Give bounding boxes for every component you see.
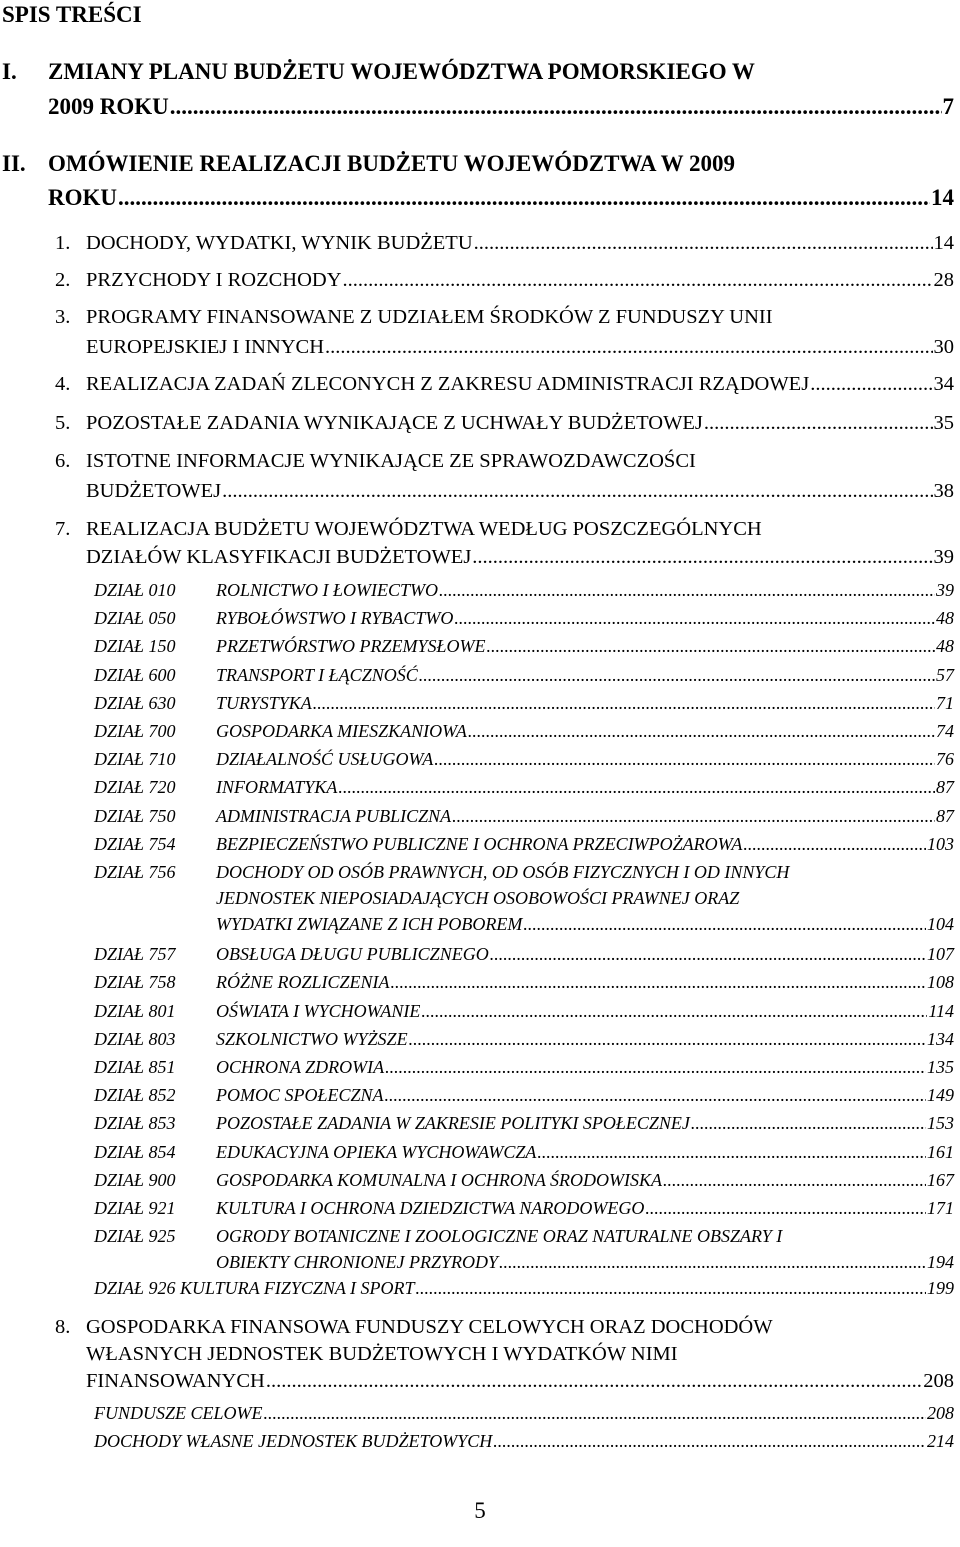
subsection-title: DOCHODY, WYDATKI, WYNIK BUDŻETU [86,232,473,254]
page-ref: 87 [936,805,954,826]
dot-leader [452,806,935,827]
subsection-number: 8. [55,1316,71,1338]
dzial-title: GOSPODARKA MIESZKANIOWA [216,721,467,741]
toc-entry-dzial[interactable] [216,944,954,965]
dot-leader [385,1057,926,1078]
page-ref: 104 [927,914,954,934]
subsection-number: 4. [55,373,71,395]
dot-leader [325,336,932,359]
subsection-title: POZOSTAŁE ZADANIA WYNIKAJĄCE Z UCHWAŁY BUDŻETOWEJ [86,412,703,434]
page-ref: 57 [936,664,954,685]
dot-leader [409,1029,926,1050]
dzial-code: DZIAŁ 900 [94,1169,176,1190]
subsection-number: 3. [55,306,71,328]
toc-entry-dzial[interactable] [216,665,954,686]
dot-leader [419,665,935,686]
toc-entry-dzial[interactable] [216,1252,954,1273]
dzial-title: POMOC SPOŁECZNA [216,1085,384,1106]
dzial-code: DZIAŁ 756 [94,862,176,882]
toc-entry-sub-8[interactable] [86,1370,954,1393]
dot-leader [704,412,933,435]
subsection-title-cont: FINANSOWANYCH [86,1370,265,1392]
page-ref: 134 [927,1028,954,1049]
toc-entry-dzial[interactable] [216,608,954,629]
dot-leader [264,1403,926,1424]
subsection-title-cont: EUROPEJSKIEJ I INNYCH [86,336,325,358]
subsection-title-cont: BUDŻETOWEJ [86,480,222,502]
page-ref: 149 [927,1085,954,1106]
toc-entry-section-1[interactable] [48,94,954,120]
dzial-code: DZIAŁ 757 [94,944,176,965]
dzial-code: DZIAŁ 720 [94,777,176,798]
subsection-number: 5. [55,412,71,434]
toc-entry-dzial[interactable] [216,749,954,770]
toc-entry-dzial[interactable] [216,1085,954,1106]
toc-entry-dzial-926[interactable] [94,1278,954,1299]
item-title: DOCHODY WŁASNE JEDNOSTEK BUDŻETOWYCH [94,1431,493,1451]
dot-leader [499,1252,926,1273]
dzial-title: KULTURA I OCHRONA DZIEDZICTWA NARODOWEGO [216,1198,645,1218]
subsection-number: 2. [55,269,71,291]
page-ref: 71 [936,692,954,713]
page-ref: 171 [927,1198,954,1218]
dot-leader [421,1001,927,1022]
page-ref: 34 [933,373,954,395]
dot-leader [810,373,932,396]
dzial-title: OGRODY BOTANICZNE I ZOOLOGICZNE ORAZ NATURALNE OBSZARY I [216,1226,783,1247]
toc-entry-dzial[interactable] [216,693,954,714]
dot-leader [474,232,933,255]
dot-leader [487,636,936,657]
dzial-code: DZIAŁ 700 [94,721,176,741]
section-title: ZMIANY PLANU BUDŻETU WOJEWÓDZTWA POMORSKIEGO W [48,59,755,84]
subsection-title: PRZYCHODY I ROZCHODY [86,269,342,291]
toc-entry-section-2[interactable] [48,185,954,211]
page-ref: 108 [927,972,954,993]
toc-entry-sub-2[interactable] [86,269,954,292]
section-number: II. [2,151,26,176]
subsection-title: ISTOTNE INFORMACJE WYNIKAJĄCE ZE SPRAWOZDAWCZOŚCI [86,450,696,472]
dot-leader [472,546,932,569]
dot-leader [338,777,935,798]
dzial-title: ADMINISTRACJA PUBLICZNA [216,805,452,826]
subsection-title: REALIZACJA BUDŻETU WOJEWÓDZTWA WEDŁUG POSZCZEGÓLNYCH [86,518,762,540]
dot-leader [537,1142,926,1163]
dzial-code: DZIAŁ 925 [94,1226,176,1247]
dzial-code: DZIAŁ 600 [94,664,176,685]
dzial-title: DOCHODY OD OSÓB PRAWNYCH, OD OSÓB FIZYCZNYCH I OD INNYCH [216,862,790,882]
dot-leader [170,94,942,120]
dot-leader [222,480,932,503]
dzial-code: DZIAŁ 150 [94,636,176,657]
section-title: OMÓWIENIE REALIZACJI BUDŻETU WOJEWÓDZTWA W 2009 [48,151,735,176]
toc-entry-dzial[interactable] [216,834,954,855]
dzial-code: DZIAŁ 710 [94,749,176,770]
dot-leader [118,185,930,211]
page-ref: 208 [927,1403,954,1423]
toc-entry-dzial[interactable] [216,636,954,657]
section-title-cont: 2009 ROKU [48,94,169,119]
toc-entry-dzial[interactable] [216,1198,954,1219]
dzial-title: PRZETWÓRSTWO PRZEMYSŁOWE [216,636,486,657]
page-ref: 7 [942,94,954,119]
toc-entry-dzial[interactable] [216,777,954,798]
dzial-title: INFORMATYKA [216,777,338,798]
dzial-code: DZIAŁ 010 [94,580,176,600]
dzial-code: DZIAŁ 851 [94,1057,176,1077]
dzial-title: POZOSTAŁE ZADANIA W ZAKRESIE POLITYKI SPOŁECZNEJ [216,1113,690,1134]
subsection-title: GOSPODARKA FINANSOWA FUNDUSZY CELOWYCH ORAZ DOCHODÓW [86,1316,773,1338]
dzial-title: ROLNICTWO I ŁOWIECTWO [216,580,439,600]
dot-leader [385,1085,926,1106]
dot-leader [523,914,926,935]
toc-title: SPIS TREŚCI [2,2,142,27]
toc-entry-dzial[interactable] [216,721,954,742]
dzial-code: DZIAŁ 921 [94,1198,176,1218]
dzial-title: DZIAŁALNOŚĆ USŁUGOWA [216,749,434,770]
page-ref: 35 [933,412,954,434]
toc-entry-sub-4[interactable] [86,373,954,396]
section-title-cont: ROKU [48,185,117,210]
dzial-code: DZIAŁ 754 [94,833,176,854]
toc-entry-sub-3[interactable] [86,336,954,359]
dot-leader [490,944,926,965]
page-ref: 135 [927,1057,954,1077]
dot-leader [468,721,935,742]
subsection-number: 6. [55,450,71,472]
page-ref: 114 [928,1000,954,1021]
subsection-title: REALIZACJA ZADAŃ ZLECONYCH Z ZAKRESU ADMINISTRACJI RZĄDOWEJ [86,373,810,395]
toc-entry-dzial[interactable] [216,1142,954,1163]
toc-entry-dzial[interactable] [216,1057,954,1078]
subsection-title-cont: WŁASNYCH JEDNOSTEK BUDŻETOWYCH I WYDATKÓW NIMI [86,1343,678,1365]
dzial-code: DZIAŁ 050 [94,608,176,629]
dzial-title: OŚWIATA I WYCHOWANIE [216,1000,421,1021]
page-ref: 167 [927,1169,954,1190]
subsection-title-cont: DZIAŁÓW KLASYFIKACJI BUDŻETOWEJ [86,546,472,568]
page-ref: 76 [936,749,954,770]
dzial-code: DZIAŁ 630 [94,692,176,713]
toc-entry-dzial[interactable] [216,806,954,827]
dzial-title: EDUKACYJNA OPIEKA WYCHOWAWCZA [216,1141,537,1162]
page-ref: 48 [936,636,954,657]
page-ref: 194 [927,1252,954,1273]
toc-entry-dzial[interactable] [216,914,954,935]
page-ref: 38 [933,480,954,502]
page-ref: 199 [927,1278,954,1298]
toc-entry-dzial[interactable] [216,1001,954,1022]
toc-entry-dzial[interactable] [216,1113,954,1134]
page-ref: 39 [933,546,954,568]
dzial-title: OBSŁUGA DŁUGU PUBLICZNEGO [216,944,489,965]
dot-leader [493,1431,926,1452]
toc-entry-dzial[interactable] [216,1029,954,1050]
subsection-number: 1. [55,232,71,254]
dot-leader [691,1113,926,1134]
dot-leader [645,1198,926,1219]
dot-leader [439,580,935,601]
dzial-code: DZIAŁ 853 [94,1113,176,1134]
dot-leader [313,693,935,714]
section-number: I. [2,59,17,84]
toc-entry-dzial[interactable] [216,1170,954,1191]
toc-entry-sub-7[interactable] [86,546,954,569]
toc-entry-sub-1[interactable] [86,232,954,255]
dot-leader [416,1278,926,1299]
item-title: FUNDUSZE CELOWE [94,1403,263,1423]
dot-leader [343,269,933,292]
dzial-title: DZIAŁ 926 KULTURA FIZYCZNA I SPORT [94,1278,415,1298]
dot-leader [434,749,935,770]
dzial-code: DZIAŁ 801 [94,1000,176,1021]
dzial-title: OBIEKTY CHRONIONEJ PRZYRODY [216,1252,499,1273]
dzial-title: SZKOLNICTWO WYŻSZE [216,1028,408,1049]
toc-entry-dochody[interactable] [94,1431,954,1452]
toc-entry-dzial[interactable] [216,580,954,601]
toc-entry-sub-6[interactable] [86,480,954,503]
dzial-title: WYDATKI ZWIĄZANE Z ICH POBOREM [216,914,523,934]
subsection-title: PROGRAMY FINANSOWANE Z UDZIAŁEM ŚRODKÓW Z FUNDUSZY UNII [86,306,773,328]
dzial-title: JEDNOSTEK NIEPOSIADAJĄCYCH OSOBOWOŚCI PRAWNEJ ORAZ [216,888,740,908]
dzial-code: DZIAŁ 854 [94,1141,176,1162]
page-ref: 28 [933,269,954,291]
page-ref: 87 [936,777,954,798]
page-ref: 74 [936,721,954,741]
dot-leader [663,1170,926,1191]
dot-leader [266,1370,922,1393]
dzial-code: DZIAŁ 852 [94,1085,176,1106]
dzial-title: TRANSPORT I ŁĄCZNOŚĆ [216,664,418,685]
page-ref: 153 [927,1113,954,1134]
dzial-code: DZIAŁ 750 [94,805,176,826]
page-ref: 14 [933,232,954,254]
dot-leader [454,608,935,629]
dzial-title: OCHRONA ZDROWIA [216,1057,385,1077]
page-ref: 161 [927,1141,954,1162]
toc-entry-fundusze[interactable] [94,1403,954,1424]
page-ref: 14 [931,185,954,210]
toc-entry-sub-5[interactable] [86,412,954,435]
dzial-code: DZIAŁ 803 [94,1028,176,1049]
subsection-number: 7. [55,518,71,540]
dzial-title: RÓŻNE ROZLICZENIA [216,972,390,993]
dot-leader [743,834,926,855]
dzial-code: DZIAŁ 758 [94,972,176,993]
toc-entry-dzial[interactable] [216,972,954,993]
page-ref: 208 [923,1370,954,1392]
page-ref: 39 [936,580,954,600]
page-ref: 107 [927,944,954,965]
dzial-title: GOSPODARKA KOMUNALNA I OCHRONA ŚRODOWISKA [216,1169,662,1190]
page-ref: 103 [927,833,954,854]
dzial-title: BEZPIECZEŃSTWO PUBLICZNE I OCHRONA PRZECIWPOŻAROWA [216,833,743,854]
page-number: 5 [474,1498,486,1523]
page-ref: 214 [927,1431,954,1451]
dot-leader [391,972,926,993]
dzial-title: TURYSTYKA [216,692,312,713]
page-ref: 30 [933,336,954,358]
dzial-title: RYBOŁÓWSTWO I RYBACTWO [216,608,454,629]
page-ref: 48 [936,608,954,629]
